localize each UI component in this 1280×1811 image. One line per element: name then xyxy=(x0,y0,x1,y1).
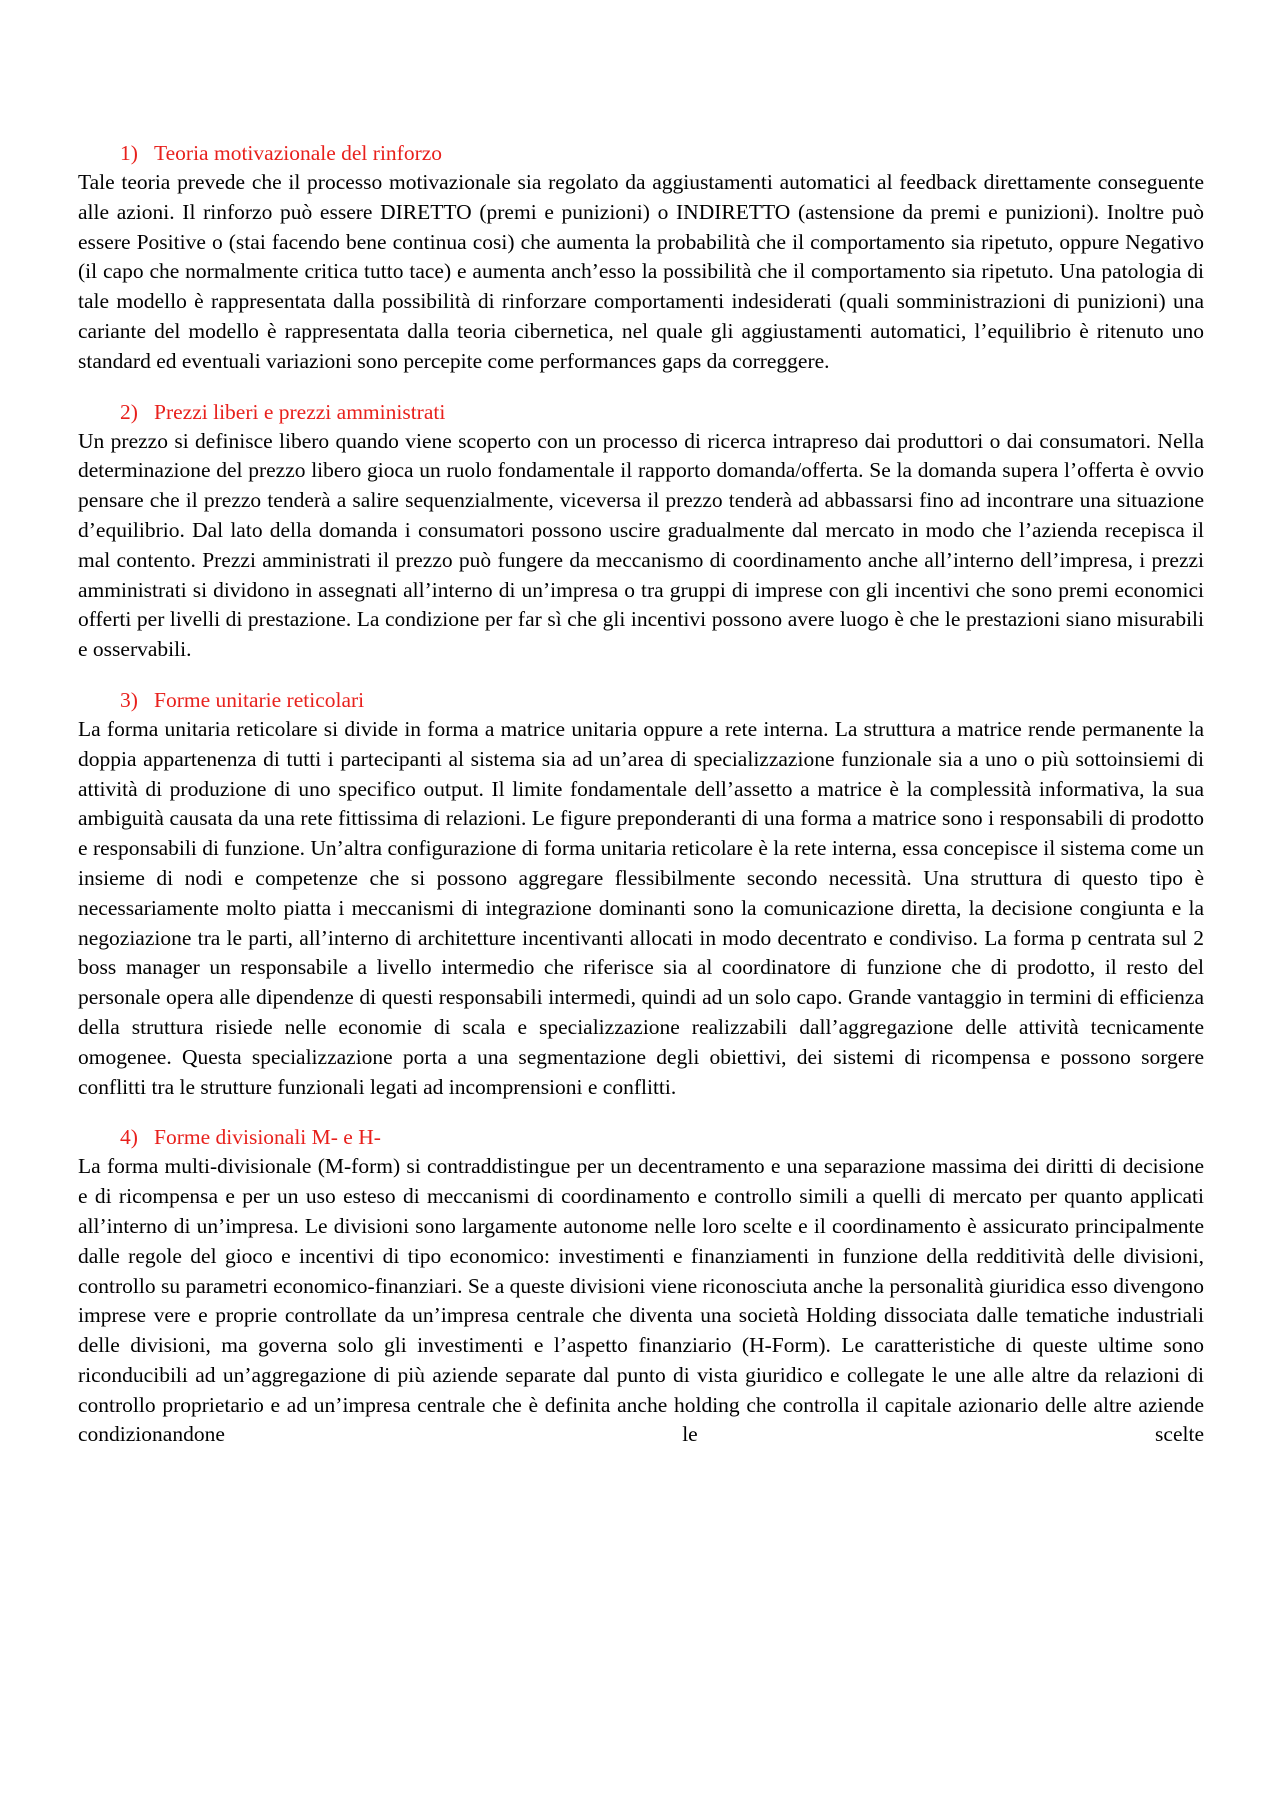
section-heading xyxy=(78,397,1204,427)
section-title: Prezzi liberi e prezzi amministrati xyxy=(154,399,446,424)
section-heading xyxy=(78,685,1204,715)
section-heading xyxy=(78,138,1204,168)
section-body: La forma unitaria reticolare si divide in forma a matrice unitaria oppure a rete interna. La struttura a matrice rende permanente la doppia appartenenza di tutti i partecipanti al sistema sia ad un’area di specializzazione funzionale sia a uno o più sottoinsiemi di attività di produzione di uno specifico output. Il limite fondamentale dell’assetto a matrice è la complessità informativa, la sua ambiguità causata da una rete fittissima di relazioni. Le figure preponderanti di una forma a matrice sono i responsabili di prodotto e responsabili di funzione. Un’altra configurazione di forma unitaria reticolare è la rete interna, essa concepisce il sistema come un insieme di nodi e competenze che si possono aggregare flessibilmente secondo necessità. Una struttura di questo tipo è necessariamente molto piatta i meccanismi di integrazione dominanti sono la comunicazione diretta, la decisione congiunta e la negoziazione tra le parti, all’interno di architetture incentivanti allocati in modo decentrato e condiviso. La forma p centrata sul 2 boss manager un responsabile a livello intermedio che riferisce sia al coordinatore di funzione che di prodotto, il resto del personale opera alle dipendenze di questi responsabili intermedi, quindi ad un solo capo. Grande vantaggio in termini di efficienza della struttura risiede nelle economie di scala e specializzazione realizzabili dall’aggregazione delle attività tecnicamente omogenee. Questa specializzazione porta a una segmentazione degli obiettivi, dei sistemi di ricompensa e possono sorgere conflitti tra le strutture funzionali legati ad incomprensioni e conflitti. xyxy=(78,716,1204,1099)
section-title: Forme unitarie reticolari xyxy=(154,687,365,712)
section-free-and-administered-prices xyxy=(78,397,1204,665)
section-body: La forma multi-divisionale (M-form) si contraddistingue per un decentramento e una separazione massima dei diritti di decisione e di ricompensa e per un uso esteso di meccanismi di coordinamento e controllo simili a quelli di mercato per quanto applicati all’interno di un’impresa. Le divisioni sono largamente autonome nelle loro scelte e il coordinamento è assicurato principalmente dalle regole del gioco e incentivi di tipo economico: investimenti e finanziamenti in funzione della redditività delle divisioni, controllo su parametri economico-finanziari. Se a queste divisioni viene riconosciuta anche la personalità giuridica esso divengono imprese vere e proprie controllate da un’impresa centrale che diventa una società Holding dissociata dalle tematiche industriali delle divisioni, ma governa solo gli investimenti e l’aspetto finanziario (H-Form). Le caratteristiche di queste ultime sono riconducibili ad un’aggregazione di più aziende separate dal punto di vista giuridico e collegate le une alle altre da relazioni di controllo proprietario e ad un’impresa centrale che è definita anche holding che controlla il capitale azionario delle altre aziende condizionandone le scelte xyxy=(78,1154,1204,1447)
section-unitary-network-forms xyxy=(78,685,1204,1102)
section-reinforcement-theory xyxy=(78,138,1204,377)
section-number: 1) xyxy=(120,141,138,165)
section-number: 2) xyxy=(120,399,138,424)
section-number: 4) xyxy=(120,1125,138,1150)
section-title: Teoria motivazionale del rinforzo xyxy=(154,141,443,165)
section-body: Tale teoria prevede che il processo motivazionale sia regolato da aggiustamenti automatici al feedback direttamente conseguente alle azioni. Il rinforzo può essere DIRETTO (premi e punizioni) o INDIRETTO (astensione da premi e punizioni). Inoltre può essere Positive o (stai facendo bene continua cosi) che aumenta la probabilità che il comportamento sia ripetuto, oppure Negativo (il capo che normalmente critica tutto tace) e aumenta anch’esso la possibilità che il comportamento sia ripetuto. Una patologia di tale modello è rappresentata dalla possibilità di rinforzare comportamenti indesiderati (quali somministrazioni di punizioni) una cariante del modello è rappresentata dalla teoria cibernetica, nel quale gli aggiustamenti automatici, l’equilibrio è ritenuto uno standard ed eventuali variazioni sono percepite come performances gaps da correggere. xyxy=(78,170,1204,373)
section-heading xyxy=(78,1122,1204,1152)
document-page xyxy=(78,138,1204,1470)
section-body: Un prezzo si definisce libero quando viene scoperto con un processo di ricerca intrapreso dai produttori o dai consumatori. Nella determinazione del prezzo libero gioca un ruolo fondamentale il rapporto domanda/offerta. Se la domanda supera l’offerta è ovvio pensare che il prezzo tenderà a salire sequenzialmente, viceversa il prezzo tenderà ad abbassarsi fino ad incontrare una situazione d’equilibrio. Dal lato della domanda i consumatori possono uscire gradualmente dal mercato in modo che l’azienda recepisca il mal contento. Prezzi amministrati il prezzo può fungere da meccanismo di coordinamento anche all’interno dell’impresa, i prezzi amministrati si dividono in assegnati all’interno di un’impresa o tra gruppi di imprese con gli incentivi che sono premi economici offerti per livelli di prestazione. La condizione per far sì che gli incentivi possono avere luogo è che le prestazioni siano misurabili e osservabili. xyxy=(78,428,1204,662)
section-number: 3) xyxy=(120,687,138,712)
section-title: Forme divisionali M- e H- xyxy=(154,1125,381,1150)
section-divisional-forms xyxy=(78,1122,1204,1450)
